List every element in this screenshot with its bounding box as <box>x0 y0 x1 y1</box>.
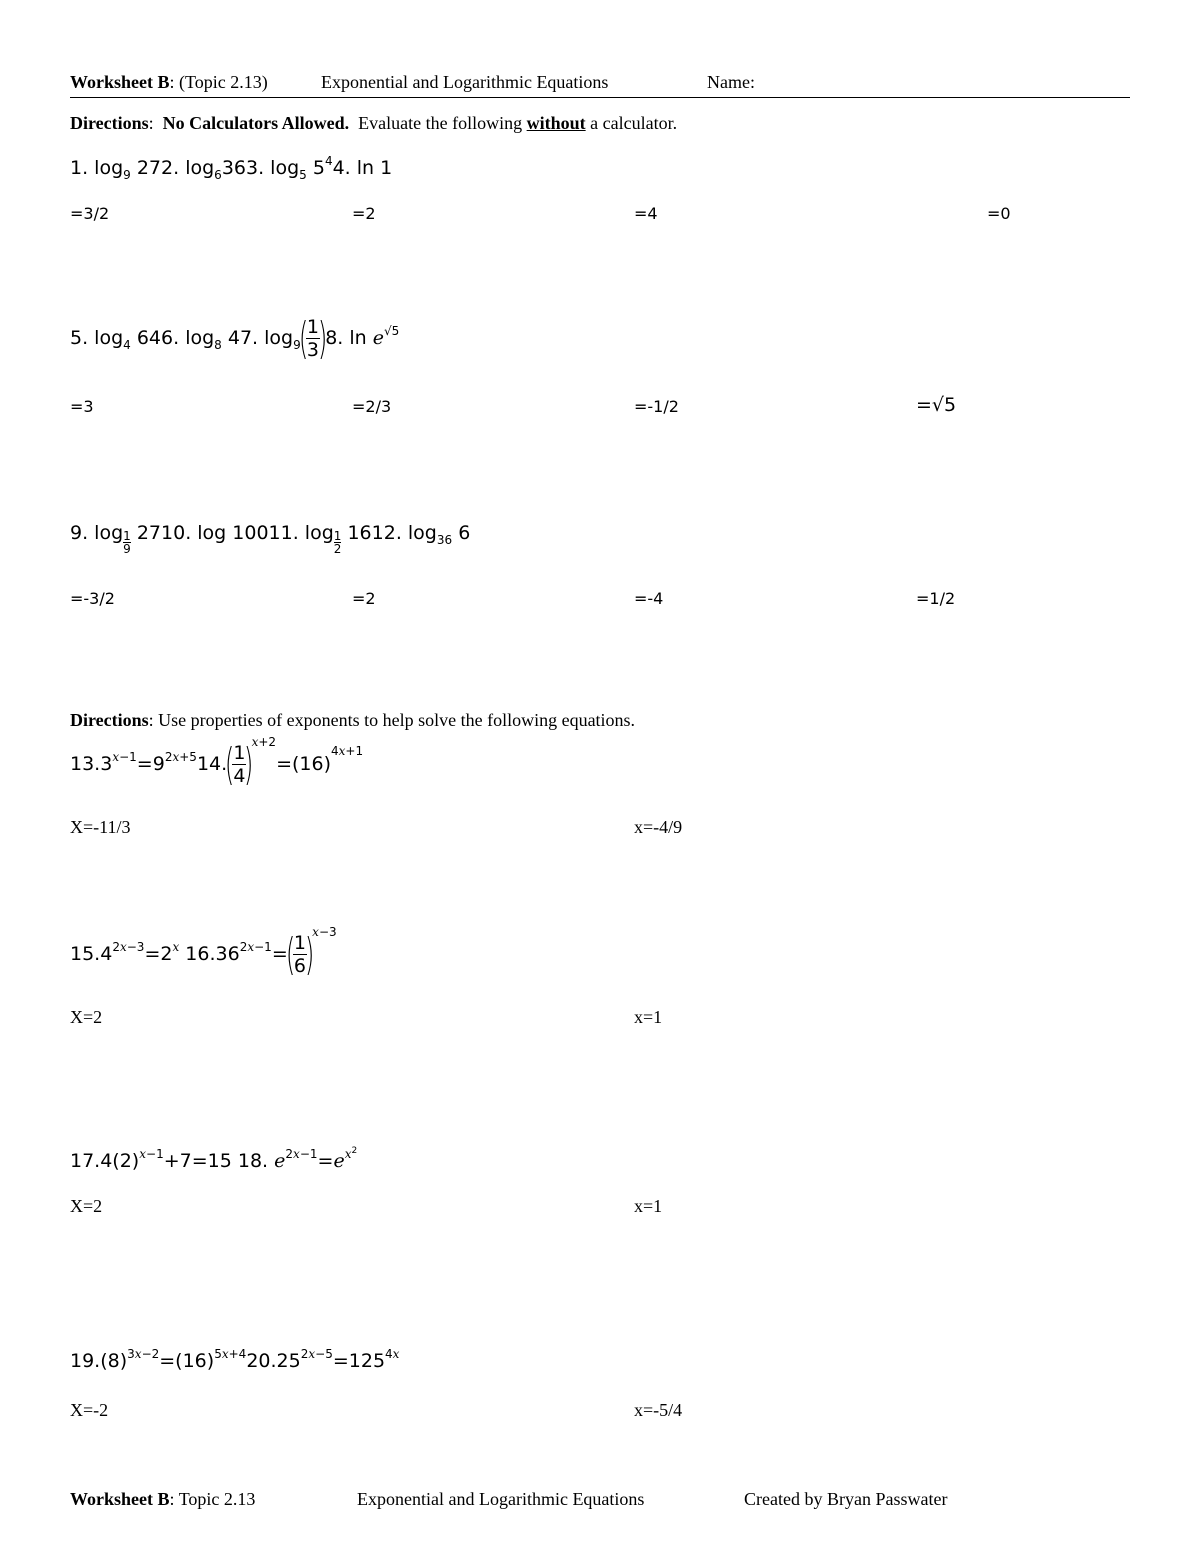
equation-number: 18. <box>237 1150 269 1172</box>
solution-19: X=-2 <box>70 1400 109 1420</box>
footer-credit: Created by Bryan Passwater <box>744 1489 948 1509</box>
problem-number: 7. <box>239 327 259 349</box>
equation-number: 20. <box>246 1350 277 1372</box>
equation-row-17: $17.4(2)^{x-1}+7=15$ 18. $e^{2x-1}=e^{x^2}$ <box>70 1146 358 1172</box>
problem-number: 6. <box>161 327 180 349</box>
no-calculators-label: No Calculators Allowed. <box>162 113 350 133</box>
solution-15: X=2 <box>70 1007 103 1027</box>
equation-number: 16. <box>185 943 216 965</box>
problem-number: 2. <box>161 157 180 179</box>
answer-10: =2 <box>352 589 376 608</box>
answer-9: =-3/2 <box>70 589 115 608</box>
equation-number: 15. <box>70 943 101 965</box>
problem-number: 10. <box>161 522 192 544</box>
header-title: Exponential and Logarithmic Equations <box>321 72 609 92</box>
answer-4: =0 <box>987 204 1011 223</box>
directions-1: Directions: No Calculators Allowed. Evaluate the following without a calculator. <box>70 113 678 133</box>
answer-3: =4 <box>634 204 658 223</box>
topic-label: : (Topic 2.13) <box>169 72 268 92</box>
directions-label: Directions <box>70 113 149 133</box>
name-label: Name: <box>707 72 755 92</box>
answer-11: =-4 <box>634 589 664 608</box>
problem-number: 8. <box>325 327 344 349</box>
equation-row-15: $15.4^{2x-3}=2^x$ $16.36^{2x-1}=$( $\frac{1}{6}$ )$^{x-3}$ <box>70 925 337 980</box>
directions-2 <box>70 710 635 731</box>
answer-12: =1/2 <box>916 589 956 608</box>
problem-number: 9. <box>70 522 89 544</box>
directions-text-end: a calculator. <box>590 113 678 133</box>
problem-number: 4. <box>332 157 351 179</box>
directions-text: Evaluate the following <box>358 113 523 133</box>
answer-2: =2 <box>352 204 376 223</box>
footer-topic: : Topic 2.13 <box>169 1489 256 1509</box>
directions-text: : Use properties of exponents to help solve the following equations. <box>148 710 636 730</box>
problem-row-1: 1. $\log_9 272$. $\log_6363$. $\log_5 5^44$. ln 1 <box>70 154 393 182</box>
solution-13: X=-11/3 <box>70 817 131 837</box>
problem-number: 3. <box>246 157 265 179</box>
directions-label: Directions <box>70 710 149 730</box>
problem-number: 5. <box>70 327 89 349</box>
problem-row-3: 9. log $\frac{1}{9} 2710$. log 10011. log $\frac{1}{2} 1612$. $\log_{36} 6$ <box>70 522 471 556</box>
answer-6: =2/3 <box>352 397 392 416</box>
header-rule <box>70 97 1130 98</box>
solution-17: X=2 <box>70 1196 103 1216</box>
answer-7: =-1/2 <box>634 397 679 416</box>
solution-14: x=-4/9 <box>634 817 683 837</box>
equation-number: 17. <box>70 1150 101 1172</box>
solution-18: x=1 <box>634 1196 663 1216</box>
answer-5: =3 <box>70 397 94 416</box>
equation-row-13: $13.3^{x-1}=9^{2x+5}14$.( $\frac{1}{4}$ )$^{x+2}=(16)^{4x+1}$ <box>70 735 364 790</box>
footer-worksheet-label: Worksheet B <box>70 1489 170 1509</box>
page-footer <box>70 1489 255 1510</box>
solution-16: x=1 <box>634 1007 663 1027</box>
without-emphasis: without <box>526 113 586 133</box>
answer-1: =3/2 <box>70 204 110 223</box>
footer-title: Exponential and Logarithmic Equations <box>357 1489 645 1509</box>
problem-number: 12. <box>371 522 402 544</box>
answer-8: =√5 <box>916 394 957 416</box>
problem-row-2: 5. $\log_4 646$. $\log_8 47$. $\log_9$( $\frac{1}{3}$ )8. $\ln e^{√5}$ <box>70 312 400 364</box>
equation-number: 19. <box>70 1350 101 1372</box>
equation-number: 14. <box>196 753 228 775</box>
page-header <box>70 72 268 93</box>
equation-number: 13. <box>70 753 101 775</box>
worksheet-label: Worksheet B <box>70 72 170 92</box>
solution-20: x=-5/4 <box>634 1400 683 1420</box>
problem-number: 1. <box>70 157 89 179</box>
problem-number: 11. <box>268 522 299 544</box>
equation-row-19: $19.(8)^{3x-2}=(16)^{5x+4}20.25^{2x-5}=125^{4x}$ <box>70 1347 400 1372</box>
